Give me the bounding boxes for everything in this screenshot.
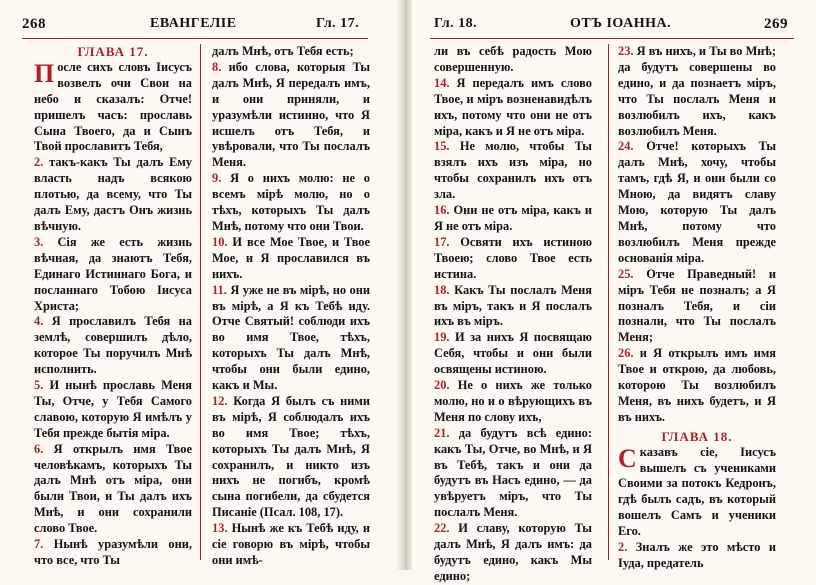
- drop-cap-18: С: [618, 443, 637, 473]
- right-page-number: 269: [764, 16, 788, 32]
- right-chapter-ref: Гл. 18.: [434, 16, 478, 31]
- right-header-rule: [430, 38, 794, 39]
- verse-5: 5. И нынѣ прославь Меня Ты, Отче, у Тебя Самого славою, которую Я имѣлъ у Тебя прежде бытія міра.: [34, 378, 192, 440]
- verse-6: 6. Я открылъ имя Твое человѣкамъ, которыхъ Ты далъ Мнѣ отъ міра, они были Твои, и Ты далъ ихъ Мнѣ, и они сохранили слово Твое.: [34, 441, 192, 536]
- left-column-divider: [200, 44, 201, 560]
- verse-21: 21. да будутъ всѣ едино: какъ Ты, Отче, во Мнѣ, и Я въ Тебѣ, такъ и они да будутъ въ Насъ едино, — да увѣруетъ міръ, что Ты послалъ Меня.: [434, 425, 592, 520]
- right-column-divider: [608, 44, 609, 560]
- verse-13-cont: ли въ себѣ радость Мою совершенную.: [434, 44, 592, 74]
- verse-8: 8. ибо слова, которыя Ты далъ Мнѣ, Я передалъ имъ, и они приняли, и уразумѣли истинно, что Я исшелъ отъ Тебя, и увѣровали, что Ты послалъ Меня.: [212, 59, 370, 170]
- verse-20: 20. Не о нихъ же только молю, но и о вѣрующихъ въ Меня по слову ихъ,: [434, 378, 592, 424]
- verse-7-cont: далъ Мнѣ, отъ Тебя есть;: [212, 44, 354, 58]
- verse-18: 18. Какъ Ты послалъ Меня въ міръ, такъ и Я послалъ ихъ въ міръ.: [434, 282, 592, 329]
- verse-12: 12. Когда Я былъ съ ними въ мірѣ, Я соблюдалъ ихъ во имя Твое; тѣхъ, которыхъ Ты далъ Мнѣ, Я сохранилъ, и никто изъ нихъ не погибъ, кромѣ сына погибели, да сбудется Писаніе (Псал. 108, 17).: [212, 393, 370, 520]
- ch18-verse-2: 2. Зналъ же это мѣсто и Іуда, предатель: [618, 540, 776, 570]
- left-page-number: 268: [22, 16, 46, 32]
- right-running-title: ОТЪ ІОАННА.: [570, 16, 672, 31]
- verse-13: 13. Нынѣ же къ Тебѣ иду, и сіе говорю въ мірѣ, чтобы они имѣ-: [212, 521, 370, 567]
- verse-19: 19. И за нихъ Я посвящаю Себя, чтобы и они были освящены истиною.: [434, 330, 592, 377]
- verse-3: 3. Сія же есть жизнь вѣчная, да знаютъ Тебя, Единаго Истиннаго Бога, и посланнаго Тобою Іисуса Христа;: [34, 234, 192, 313]
- verse-14: 14. Я передалъ имъ слово Твое, и міръ возненавидѣлъ ихъ, потому что они не отъ міра, какъ и Я не отъ міра.: [434, 75, 592, 138]
- verse-23: 23. Я въ нихъ, и Ты во Мнѣ; да будутъ совершены во едино, и да познаетъ міръ, что Ты послалъ Меня и возлюбилъ ихъ, какъ возлюбилъ Меня.: [618, 44, 776, 138]
- verse-17: 17. Освяти ихъ истиною Твоею; слово Твое есть истина.: [434, 234, 592, 281]
- verse-2: 2. такъ-какъ Ты далъ Ему власть надъ всякою плотью, да всему, что Ты далъ Ему, дастъ Онъ жизнь вѣчную.: [34, 155, 192, 233]
- left-running-title: ЕВАНГЕЛІЕ: [150, 16, 237, 31]
- verse-1: После сихъ словъ Іисусъ возвелъ очи Свои на небо и сказалъ: Отче! пришелъ часъ: прославь Сына Твоего, да и Сынъ Твой прославитъ Тебя,: [34, 58, 192, 154]
- right-column-1: [434, 44, 592, 585]
- chapter-18-heading: ГЛАВА 18.: [661, 428, 733, 444]
- verse-11: 11. Я уже не въ мірѣ, но они въ мірѣ, а Я къ Тебѣ иду. Отче Святый! соблюди ихъ во имя Твое, тѣхъ, которыхъ Ты далъ Мнѣ, чтобы они были едино, какъ и Мы.: [212, 282, 370, 393]
- verse-16: 16. Они не отъ міра, какъ и Я не отъ міра.: [434, 203, 592, 233]
- right-page: [412, 0, 816, 583]
- chapter-17-heading: ГЛАВА 17.: [77, 44, 149, 59]
- verse-26: 26. и Я открылъ имъ имя Твое и открою, да любовь, которою Ты возлюбилъ Меня, въ нихъ будетъ, и Я въ нихъ.: [618, 346, 776, 424]
- verse-22: 22. И славу, которую Ты далъ Мнѣ, Я далъ имъ: да будутъ едино, какъ Мы едино;: [434, 521, 592, 583]
- left-column-2: [212, 44, 370, 569]
- verse-7: 7. Нынѣ уразумѣли они, что все, что Ты: [34, 537, 192, 567]
- verse-4: 4. Я прославилъ Тебя на землѣ, совершилъ дѣло, которое Ты поручилъ Мнѣ исполнить.: [34, 314, 192, 377]
- verse-24: 24. Отче! которыхъ Ты далъ Мнѣ, хочу, чтобы тамъ, гдѣ Я, и они были со Мною, да видятъ славу Мою, которую Ты далъ Мнѣ, потому что возлюбилъ Меня прежде основанія міра.: [618, 139, 776, 265]
- drop-cap: П: [34, 58, 55, 88]
- verse-15: 15. Не молю, чтобы Ты взялъ ихъ изъ міра, но чтобы сохранилъ ихъ отъ зла.: [434, 139, 592, 202]
- left-column-1: [34, 44, 192, 569]
- left-page: [0, 0, 400, 570]
- ch18-verse-1: Сказавъ сіе, Іисусъ вышелъ съ учениками Своими за потокъ Кедронъ, гдѣ былъ садъ, въ который вошелъ Самъ и ученики Его.: [618, 443, 776, 539]
- verse-10: 10. И все Мое Твое, и Твое Мое, и Я прославился въ нихъ.: [212, 234, 370, 281]
- left-header-rule: [22, 38, 368, 39]
- right-column-2: [618, 44, 776, 572]
- verse-9: 9. Я о нихъ молю: не о всемъ мірѣ молю, но о тѣхъ, которыхъ Ты далъ Мнѣ, потому что они Твои.: [212, 171, 370, 233]
- verse-25: 25. Отче Праведный! и міръ Тебя не позналъ; а Я позналъ Тебя, и сіи познали, что Ты послалъ Меня;: [618, 266, 776, 345]
- left-chapter-ref: Гл. 17.: [316, 16, 360, 31]
